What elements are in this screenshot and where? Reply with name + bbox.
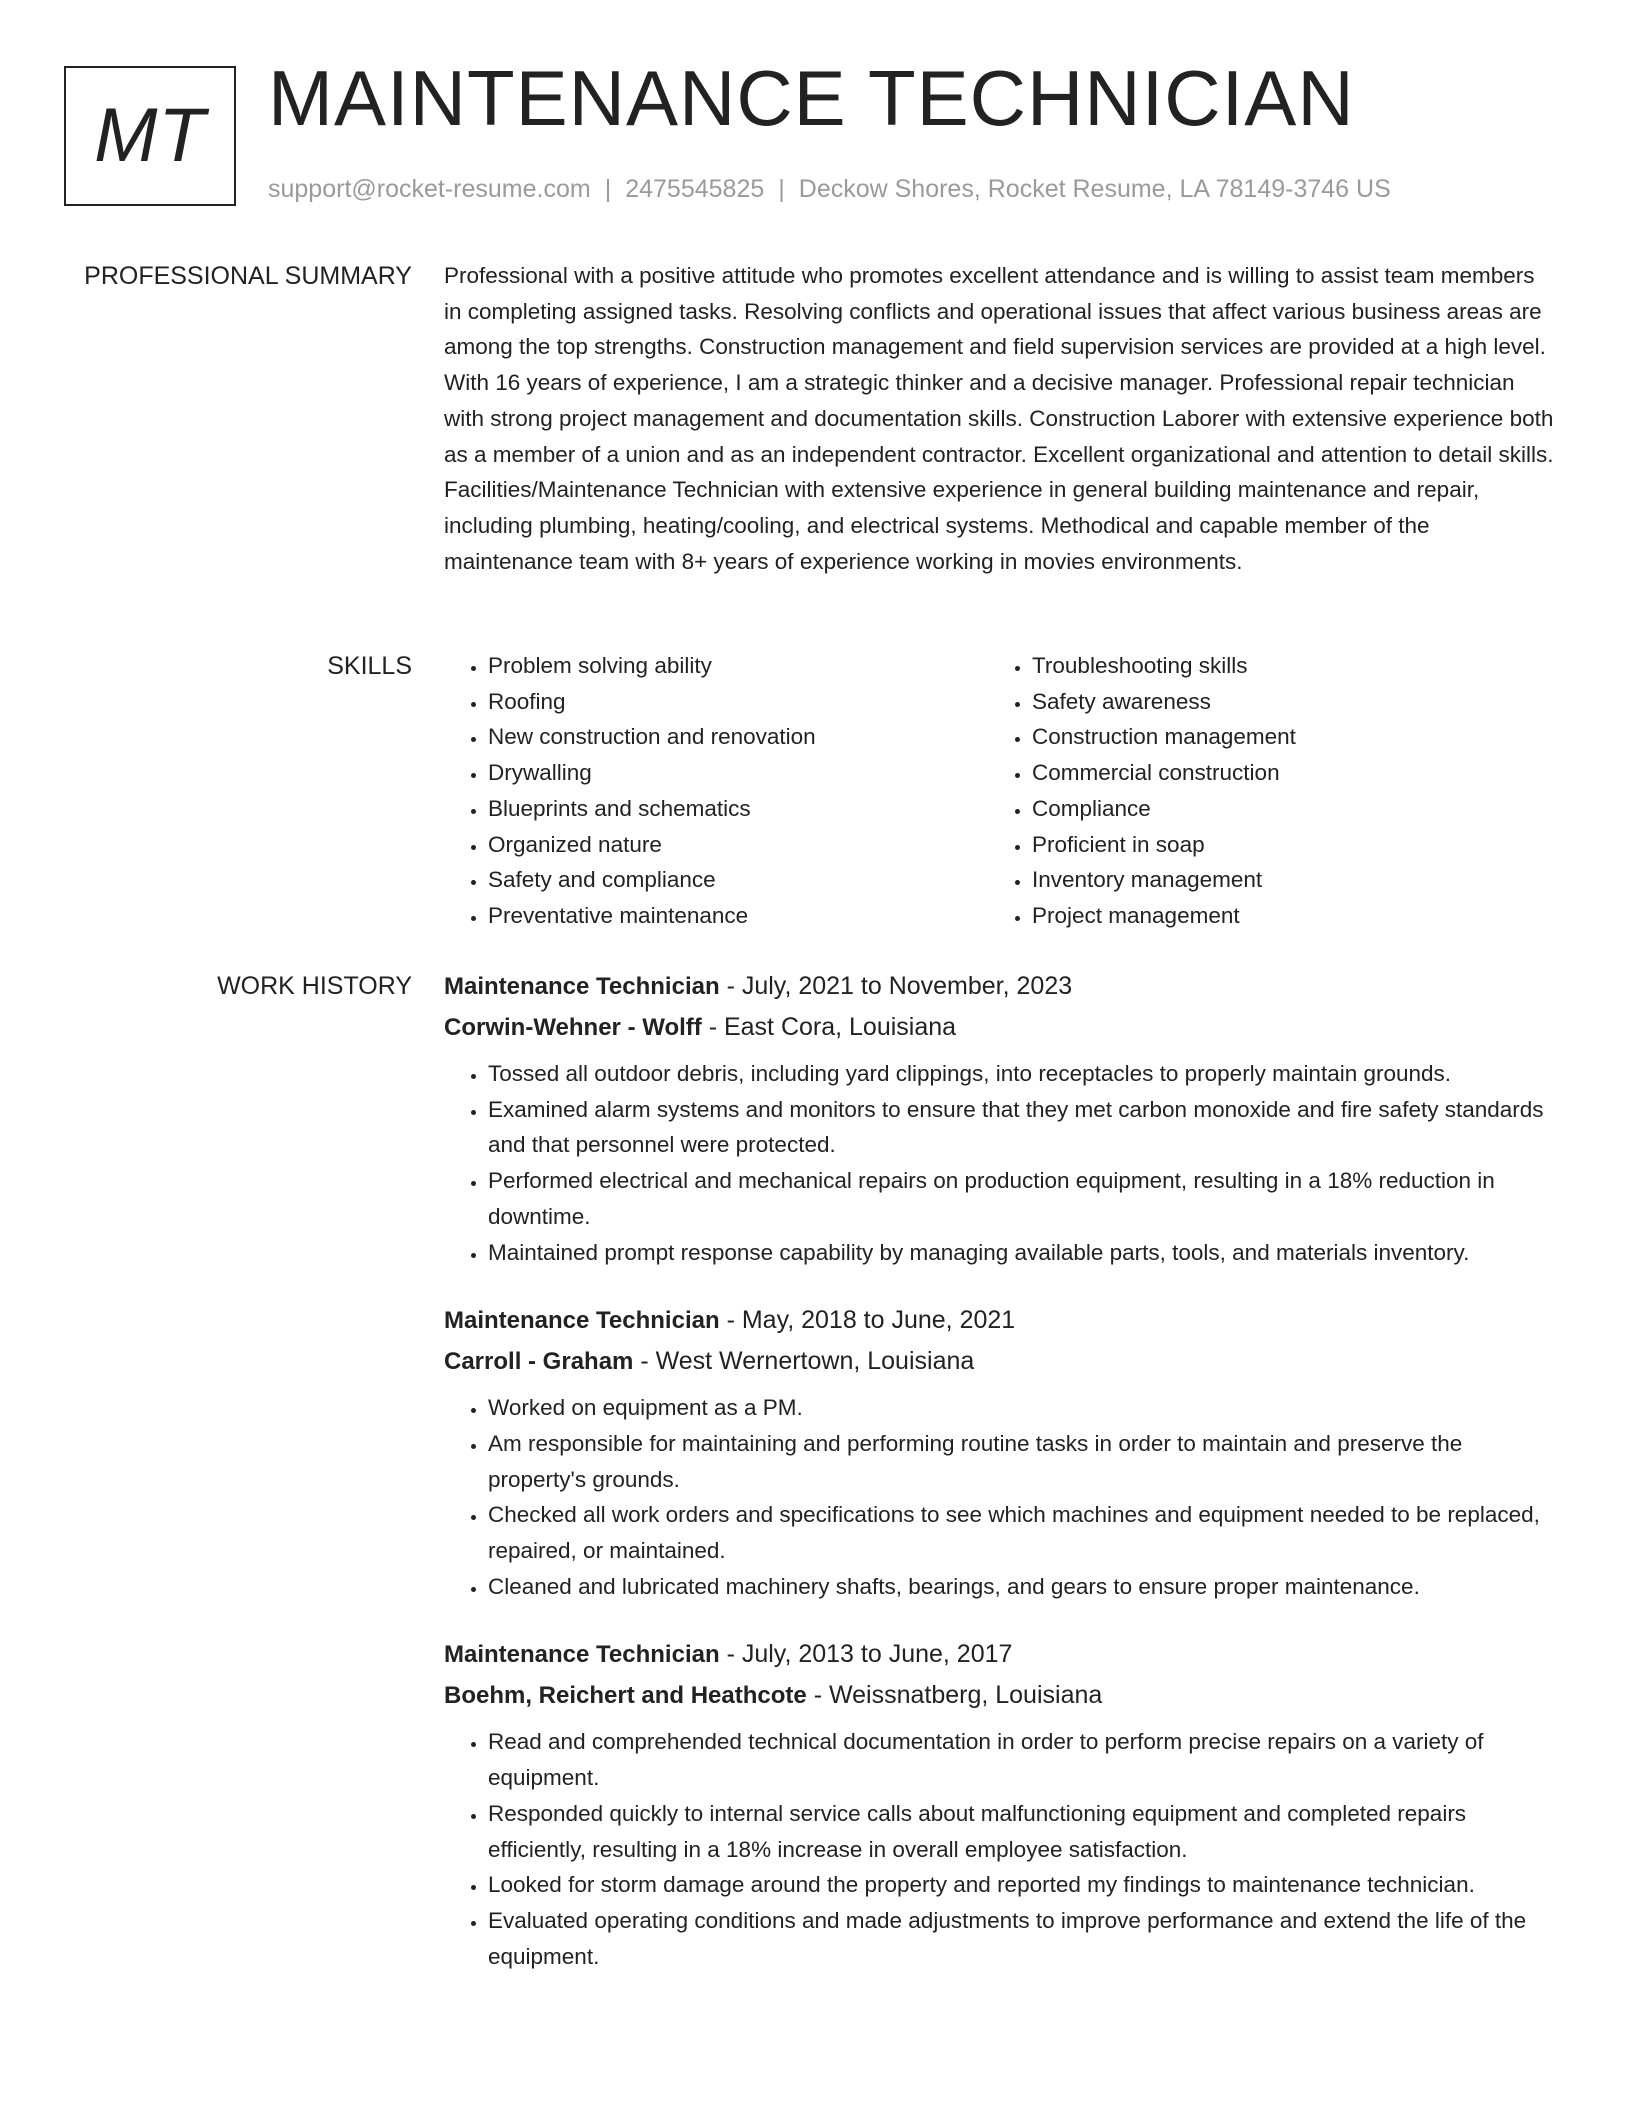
job-bullet: • Examined alarm systems and monitors to ensure that they met carbon monoxide and fire safety standards and that personnel were protected. <box>488 1092 1556 1163</box>
skill-item: • Project management <box>1032 898 1532 934</box>
section-heading: WORK HISTORY <box>217 972 412 1000</box>
skill-item: • Organized nature <box>488 827 988 863</box>
skill-item: • Problem solving ability <box>488 648 988 684</box>
job-dates: - July, 2021 to November, 2023 <box>719 972 1073 1000</box>
job-company: Corwin-Wehner - Wolff <box>444 1014 702 1041</box>
skill-item: • Proficient in soap <box>1032 827 1532 863</box>
job-company: Carroll - Graham <box>444 1348 634 1376</box>
skill-item: • Inventory management <box>1032 862 1532 898</box>
job-bullet: • Tossed all outdoor debris, including yard clippings, into receptacles to properly maintain grounds. <box>488 1056 1556 1092</box>
job-bullets <box>444 1056 1556 1270</box>
skill-item: • Construction management <box>1032 719 1532 755</box>
job-bullet: • Checked all work orders and specifications to see which machines and equipment needed to be replaced, repaired, or maintained. <box>488 1497 1556 1568</box>
monogram-box <box>64 66 236 206</box>
job-dates: - May, 2018 to June, 2021 <box>719 1306 1016 1335</box>
job-entry <box>444 1300 1556 1604</box>
job-bullet: • Evaluated operating conditions and made adjustments to improve performance and extend the life of the equipment. <box>488 1903 1556 1974</box>
work-history-body <box>444 966 1556 2004</box>
job-title-line <box>444 1634 1556 1675</box>
summary-text: Professional with a positive attitude who promotes excellent attendance and is willing to assist team members in completing assigned tasks. Resolving conflicts and operational issues that affect various business areas are among the top strengths. Construction management and field supervision services are provided at a high level. With 16 years of experience, I am a strategic thinker and a decisive manager. Professional repair technician with strong project management and documentation skills. Construction Laborer with extensive experience both as a member of a union and as an independent contractor. Excellent organizational and attention to detail skills. Facilities/Maintenance Technician with extensive experience in general building maintenance and repair, including plumbing, heating/cooling, and electrical systems. Methodical and capable member of the maintenance team with 8+ years of experience working in movies environments. <box>444 263 1554 574</box>
skill-item: • Compliance <box>1032 791 1532 827</box>
job-company-line <box>444 1341 1556 1382</box>
contact-email: support@rocket-resume.com <box>268 175 591 203</box>
skill-item: • Roofing <box>488 684 988 720</box>
job-location: - Weissnatberg, Louisiana <box>806 1681 1103 1710</box>
job-bullets <box>444 1390 1556 1604</box>
contact-address: Deckow Shores, Rocket Resume, LA 78149-3746 US <box>798 175 1391 203</box>
skill-item: • Blueprints and schematics <box>488 791 988 827</box>
job-bullets <box>444 1724 1556 1974</box>
job-bullet: • Performed electrical and mechanical repairs on production equipment, resulting in a 18% reduction in downtime. <box>488 1163 1556 1234</box>
section-heading: SKILLS <box>327 652 412 680</box>
job-company-line <box>444 1007 1556 1048</box>
job-bullet: • Responded quickly to internal service calls about malfunctioning equipment and completed repairs efficiently, resulting in a 18% increase in overall employee satisfaction. <box>488 1796 1556 1867</box>
job-bullet: • Maintained prompt response capability by managing available parts, tools, and materials inventory. <box>488 1235 1556 1271</box>
job-title: Maintenance Technician <box>444 1307 720 1335</box>
job-title-line <box>444 966 1556 1007</box>
job-company-line <box>444 1675 1556 1716</box>
skill-item: • Troubleshooting skills <box>1032 648 1532 684</box>
monogram-initials: MT <box>94 93 206 178</box>
skill-item: • Safety awareness <box>1032 684 1532 720</box>
job-bullet: • Looked for storm damage around the property and reported my findings to maintenance technician. <box>488 1867 1556 1903</box>
skills-list-left <box>444 648 988 934</box>
skill-item: • New construction and renovation <box>488 719 988 755</box>
job-location: - East Cora, Louisiana <box>701 1013 957 1041</box>
skills-list-right <box>988 648 1532 934</box>
summary-body <box>444 258 1556 579</box>
contact-separator: | <box>604 175 612 203</box>
job-title-line <box>444 1300 1556 1341</box>
job-dates: - July, 2013 to June, 2017 <box>719 1640 1013 1669</box>
contact-separator: | <box>778 175 785 203</box>
skills-body <box>444 648 1556 934</box>
skill-item: • Commercial construction <box>1032 755 1532 791</box>
job-location: - West Wernertown, Louisiana <box>633 1347 975 1376</box>
job-title: Maintenance Technician <box>444 973 720 1000</box>
job-company: Boehm, Reichert and Heathcote <box>444 1682 807 1710</box>
contact-line <box>268 174 1391 204</box>
job-entry <box>444 966 1556 1270</box>
resume-name-title: MAINTENANCE TECHNICIAN <box>268 54 1355 142</box>
skill-item: • Drywalling <box>488 755 988 791</box>
skill-item: • Safety and compliance <box>488 862 988 898</box>
skill-item: • Preventative maintenance <box>488 898 988 934</box>
job-title: Maintenance Technician <box>444 1641 720 1669</box>
skills-columns <box>444 648 1544 934</box>
contact-phone: 2475545825 <box>625 175 765 203</box>
section-heading: PROFESSIONAL SUMMARY <box>84 262 412 290</box>
job-bullet: • Worked on equipment as a PM. <box>488 1390 1556 1426</box>
job-bullet: • Read and comprehended technical documentation in order to perform precise repairs on a variety of equipment. <box>488 1724 1556 1795</box>
job-bullet: • Cleaned and lubricated machinery shafts, bearings, and gears to ensure proper maintenance. <box>488 1569 1556 1605</box>
job-entry <box>444 1634 1556 1974</box>
job-bullet: • Am responsible for maintaining and performing routine tasks in order to maintain and preserve the property's grounds. <box>488 1426 1556 1497</box>
